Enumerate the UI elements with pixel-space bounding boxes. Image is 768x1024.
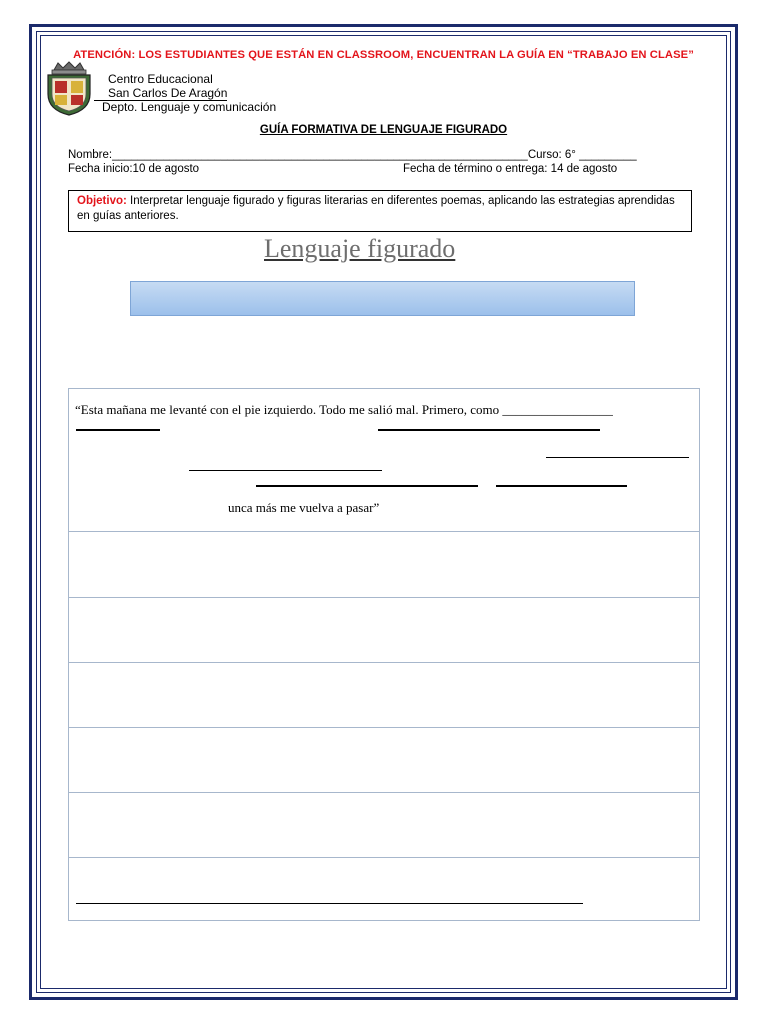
story-box	[68, 388, 700, 921]
blank-line	[378, 429, 600, 431]
due-date: Fecha de término o entrega: 14 de agosto	[403, 163, 618, 175]
start-date: Fecha inicio:10 de agosto	[68, 163, 200, 175]
department: Depto. Lenguaje y comunicación	[102, 100, 277, 114]
objective-text: Interpretar lenguaje figurado y figuras literarias en diferentes poemas, aplicando las estrategias aprendidas en guías anteriores.	[77, 195, 675, 222]
blank-line	[76, 429, 160, 431]
answer-row-divider	[69, 857, 699, 858]
section-title: Lenguaje figurado	[264, 234, 456, 263]
answer-row-divider	[69, 662, 699, 663]
blank-line	[546, 457, 689, 458]
objective-box	[68, 190, 692, 232]
answer-row-divider	[69, 531, 699, 532]
document-title: GUÍA FORMATIVA DE LENGUAJE FIGURADO	[259, 124, 508, 136]
blank-line	[189, 470, 382, 471]
answer-row-divider	[69, 792, 699, 793]
blank-line	[256, 485, 478, 487]
blank-line	[496, 485, 627, 487]
school-subname: San Carlos De Aragón	[94, 86, 227, 100]
answer-row-divider	[69, 597, 699, 598]
school-crest-icon	[44, 60, 94, 116]
attention-notice: ATENCIÓN: LOS ESTUDIANTES QUE ESTÁN EN CLASSROOM, ENCUENTRAN LA GUÍA EN “TRABAJO EN CLASE”	[73, 49, 694, 61]
blue-banner	[130, 281, 635, 316]
story-text-end: unca más me vuelva a pasar”	[228, 500, 380, 515]
final-answer-line	[76, 903, 583, 904]
school-name: Centro Educacional	[108, 72, 213, 86]
objective-label: Objetivo:	[77, 195, 127, 207]
name-course-row: Nombre:_________________________________________________________________Curso: 6° _________	[68, 149, 637, 161]
story-text-start: “Esta mañana me levanté con el pie izquierdo. Todo me salió mal. Primero, como _________________	[75, 402, 613, 417]
answer-row-divider	[69, 727, 699, 728]
